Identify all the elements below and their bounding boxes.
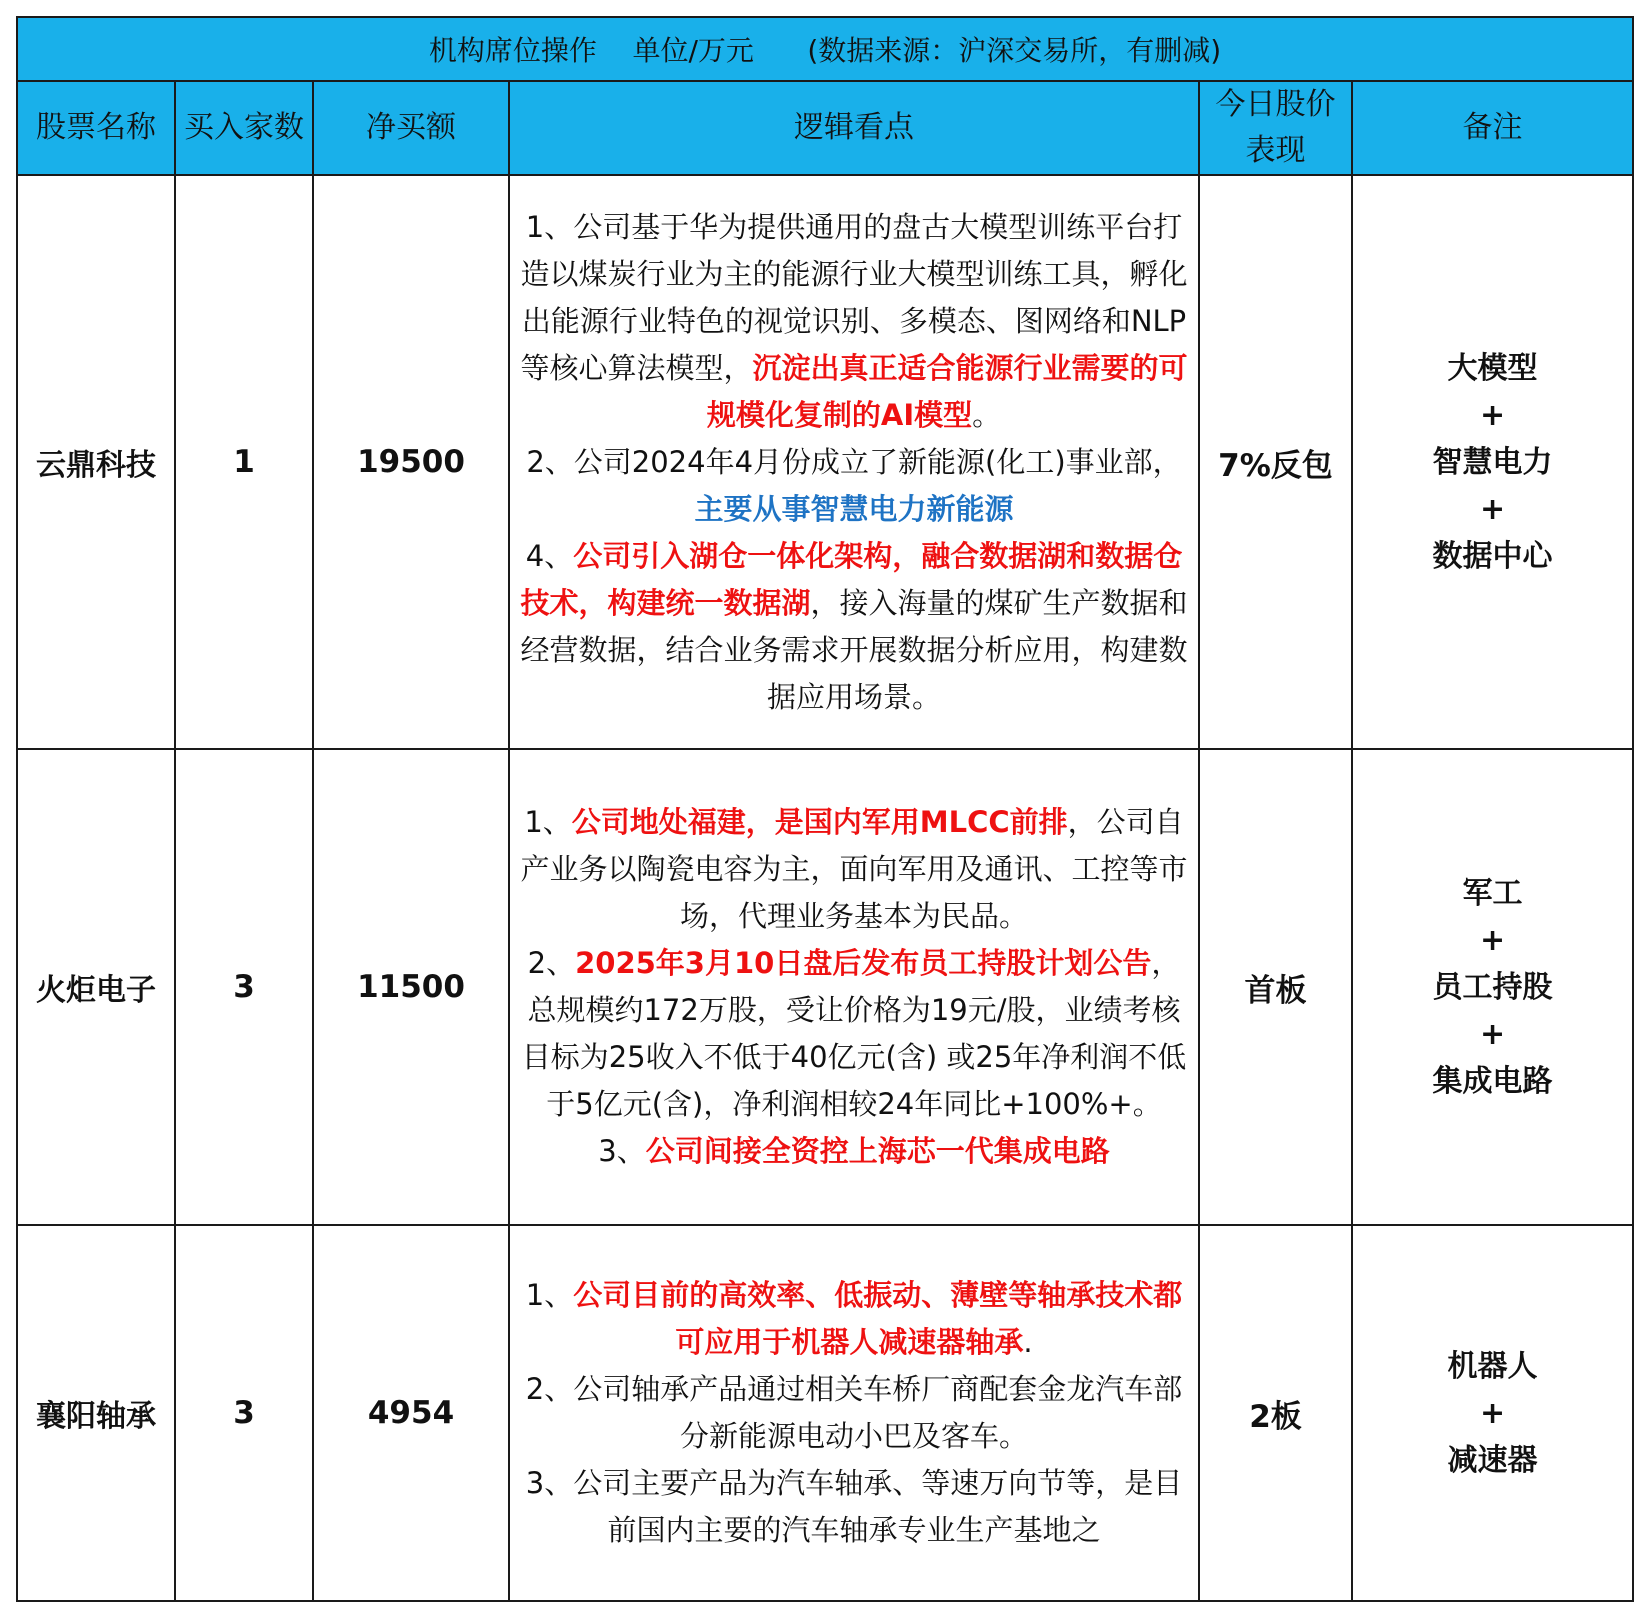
note-tag: 员工持股 xyxy=(1432,969,1553,1005)
logic-paragraph xyxy=(516,1128,1192,1175)
header-perf-line1: 今日股价 xyxy=(1215,87,1336,122)
stock-name-cell: 火炬电子 xyxy=(17,749,175,1225)
institution-seat-table xyxy=(16,16,1634,1602)
logic-text: 1、 xyxy=(524,805,572,839)
note-tag: 数据中心 xyxy=(1432,538,1553,574)
logic-text: 。 xyxy=(972,397,1002,432)
logic-paragraph xyxy=(516,799,1192,940)
note-tag: 智慧电力 xyxy=(1432,444,1553,480)
table-title: 机构席位操作 单位/万元 (数据来源：沪深交易所，有删减) xyxy=(17,17,1633,81)
logic-paragraph xyxy=(516,439,1192,533)
note-tag: 减速器 xyxy=(1447,1442,1538,1478)
header-row xyxy=(17,81,1633,175)
table-title-row xyxy=(17,17,1633,81)
logic-text: 3、公司主要产品为汽车轴承、等速万向节等，是目前国内主要的汽车轴承专业生产基地之 xyxy=(525,1466,1183,1547)
table-row xyxy=(17,1225,1633,1601)
stock-name-cell: 襄阳轴承 xyxy=(17,1225,175,1601)
highlight-blue-text: 主要从事智慧电力新能源 xyxy=(694,491,1014,526)
highlight-red-text: 公司引入湖仓一体化架构，融合数据湖和数据仓技术，构建统一数据湖 xyxy=(520,538,1183,620)
logic-cell xyxy=(509,175,1199,749)
logic-cell xyxy=(509,1225,1199,1601)
note-plus: + xyxy=(1479,1016,1506,1052)
logic-text: ，接入海量的煤矿生产数据和经营数据，结合业务需求开展数据分析应用，构建数据应用场景。 xyxy=(520,585,1188,714)
note-cell xyxy=(1352,175,1633,749)
logic-paragraph xyxy=(516,204,1192,439)
header-stock-name: 股票名称 xyxy=(17,81,175,175)
table-body xyxy=(17,175,1633,1601)
header-buyer-count: 买入家数 xyxy=(175,81,313,175)
logic-cell xyxy=(509,749,1199,1225)
logic-paragraph xyxy=(516,1366,1192,1460)
price-performance-cell: 7%反包 xyxy=(1199,175,1352,749)
net-buy-cell: 19500 xyxy=(313,175,509,749)
net-buy-cell: 4954 xyxy=(313,1225,509,1601)
logic-text: ，公司自产业务以陶瓷电容为主，面向军用及通讯、工控等市场，代理业务基本为民品。 xyxy=(520,805,1188,933)
price-performance-cell: 2板 xyxy=(1199,1225,1352,1601)
table-row xyxy=(17,749,1633,1225)
logic-paragraph xyxy=(516,940,1192,1128)
highlight-red-text: 2025年3月10日盘后发布员工持股计划公告 xyxy=(575,946,1152,980)
note-tag: 集成电路 xyxy=(1432,1063,1553,1099)
logic-text: ，总规模约172万股，受让价格为19元/股，业绩考核目标为25收入不低于40亿元(含) 或25年净利润不低于5亿元(含)，净利润相较24年同比+100%+。 xyxy=(521,946,1187,1121)
logic-paragraph xyxy=(516,1272,1192,1366)
header-net-buy: 净买额 xyxy=(313,81,509,175)
logic-text: 1、 xyxy=(525,1278,574,1312)
buyer-count-cell: 1 xyxy=(175,175,313,749)
header-price-performance xyxy=(1199,81,1352,175)
stock-name-cell: 云鼎科技 xyxy=(17,175,175,749)
buyer-count-cell: 3 xyxy=(175,1225,313,1601)
highlight-red-text: 公司地处福建，是国内军用MLCC前排 xyxy=(571,805,1068,839)
logic-text: 2、公司2024年4月份成立了新能源(化工)事业部， xyxy=(526,444,1182,479)
note-tag: 机器人 xyxy=(1447,1348,1538,1384)
header-perf-line2: 表现 xyxy=(1245,133,1306,168)
note-tag: 大模型 xyxy=(1447,350,1538,386)
note-plus: + xyxy=(1479,922,1506,958)
logic-text: 3、 xyxy=(598,1134,646,1168)
buyer-count-cell: 3 xyxy=(175,749,313,1225)
highlight-red-text: 沉淀出真正适合能源行业需要的可规模化复制的AI模型 xyxy=(706,350,1188,432)
price-performance-cell: 首板 xyxy=(1199,749,1352,1225)
table-row xyxy=(17,175,1633,749)
note-cell xyxy=(1352,749,1633,1225)
logic-text: . xyxy=(1023,1325,1033,1359)
logic-paragraph xyxy=(516,533,1192,721)
note-plus: + xyxy=(1479,397,1506,433)
logic-text: 2、公司轴承产品通过相关车桥厂商配套金龙汽车部分新能源电动小巴及客车。 xyxy=(525,1372,1183,1453)
net-buy-cell: 11500 xyxy=(313,749,509,1225)
logic-text: 1、公司基于华为提供通用的盘古大模型训练平台打造以煤炭行业为主的能源行业大模型训练工具，孵化出能源行业特色的视觉识别、多模态、图网络和NLP等核心算法模型， xyxy=(520,209,1188,385)
note-tag: 军工 xyxy=(1462,875,1523,911)
logic-text: 4、 xyxy=(525,538,574,573)
highlight-red-text: 公司目前的高效率、低振动、薄壁等轴承技术都可应用于机器人减速器轴承 xyxy=(573,1278,1183,1359)
note-plus: + xyxy=(1479,491,1506,527)
note-plus: + xyxy=(1479,1395,1506,1431)
highlight-red-text: 公司间接全资控上海芯一代集成电路 xyxy=(645,1134,1110,1168)
logic-paragraph xyxy=(516,1460,1192,1554)
note-cell xyxy=(1352,1225,1633,1601)
logic-text: 2、 xyxy=(527,946,576,980)
header-note: 备注 xyxy=(1352,81,1633,175)
header-logic: 逻辑看点 xyxy=(509,81,1199,175)
